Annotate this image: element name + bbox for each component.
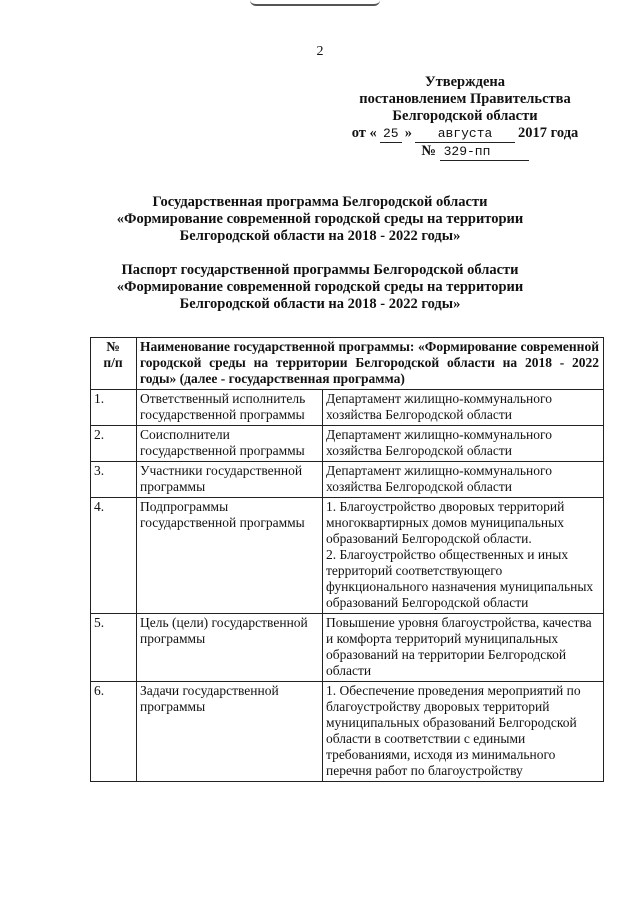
row-value: Департамент жилищно-коммунального хозяйства Белгородской области [323,390,604,426]
approval-date [330,125,600,143]
row-num: 3. [91,462,137,498]
header-num: № п/п [91,338,137,390]
number-value: 329-пп [440,143,529,161]
row-num: 6. [91,682,137,782]
row-value: Департамент жилищно-коммунального хозяйства Белгородской области [323,426,604,462]
passport-title-line: Паспорт государственной программы Белгородской области [121,262,519,278]
page-number: 2 [316,44,324,59]
row-param: Задачи государственной программы [137,682,323,782]
row-num: 2. [91,426,137,462]
row-value: Департамент жилищно-коммунального хозяйства Белгородской области [323,462,604,498]
table-row [91,614,604,682]
row-value: Повышение уровня благоустройства, качества и комфорта территорий муниципальных образований на территории Белгородской области [323,614,604,682]
date-year: 2017 года [518,125,579,141]
table-header-row [91,338,604,390]
row-value: 1. Благоустройство дворовых территорий многоквартирных домов муниципальных образований Белгородской области. 2. Благоустройство общественных и иных территорий соответствующего функционального назначения муниципальных образований Белгородской области [323,498,604,614]
date-day: 25 [380,125,402,143]
table-row [91,390,604,426]
row-param: Цель (цели) государственной программы [137,614,323,682]
row-param: Участники государственной программы [137,462,323,498]
table-row [91,426,604,462]
row-num: 4. [91,498,137,614]
passport-table [90,337,604,782]
row-num: 1. [91,390,137,426]
table-row [91,462,604,498]
date-month: августа [415,125,515,143]
approval-number [350,143,600,161]
row-value: 1. Обеспечение проведения мероприятий по благоустройству дворовых территорий муниципальных образований Белгородской области в соответствии с едиными требованиями, исходя из минимального перечня работ по благоустройству [323,682,604,782]
program-title-line: «Формирование современной городской среды на территории [116,211,524,227]
row-param: Подпрограммы государственной программы [137,498,323,614]
approval-stamp [330,74,600,161]
header-title: Наименование государственной программы: «Формирование современной городской среды на территории Белгородской области на 2018 - 2022 годы» (далее - государственная программа) [137,338,604,390]
date-prefix: от « [351,125,377,141]
program-title [100,194,540,245]
approval-line-3: Белгородской области [392,108,538,124]
scan-artifact [250,0,380,6]
passport-title-line: «Формирование современной городской среды на территории [116,279,524,295]
table-row [91,682,604,782]
program-title-line: Государственная программа Белгородской области [152,194,488,210]
passport-title [100,262,540,313]
passport-title-line: Белгородской области на 2018 - 2022 годы» [179,296,461,312]
row-param: Соисполнители государственной программы [137,426,323,462]
row-param: Ответственный исполнитель государственной программы [137,390,323,426]
date-mid: » [404,125,413,141]
approval-line-2: постановлением Правительства [359,91,571,107]
table-row [91,498,604,614]
approval-line-1: Утверждена [425,74,505,90]
row-num: 5. [91,614,137,682]
program-title-line: Белгородской области на 2018 - 2022 годы» [179,228,461,244]
number-label: № [421,143,436,159]
